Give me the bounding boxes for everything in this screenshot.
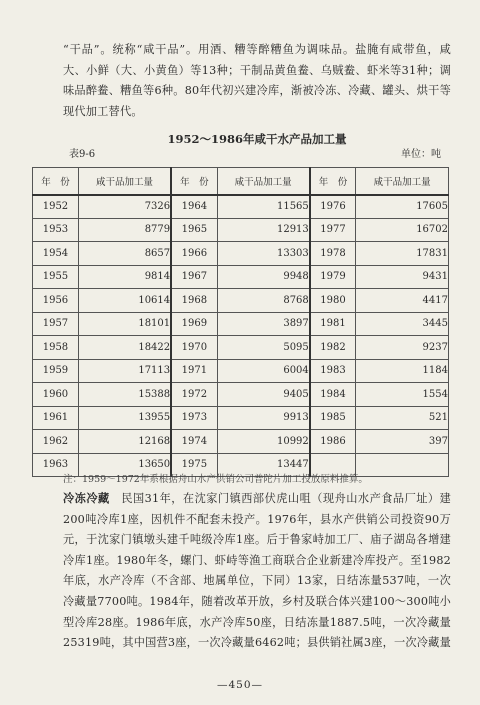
volume-cell: 17605 [356,195,449,219]
table-row [33,336,449,360]
volume-cell: 5095 [217,336,310,360]
volume-cell: 13955 [78,406,171,430]
table-caption [63,131,451,160]
year-cell: 1979 [310,265,356,289]
year-cell: 1959 [33,359,79,383]
table-row [33,406,449,430]
year-cell: 1961 [33,406,79,430]
volume-cell: 17831 [356,242,449,266]
volume-cell: 9814 [78,265,171,289]
table-note: 注：1959～1972年系根据舟山水产供销公司普陀片加工投放原料推算。 [63,474,368,485]
header-volume-1: 咸干品加工量 [78,168,171,195]
volume-cell: 12168 [78,430,171,454]
header-volume-3: 咸干品加工量 [356,168,449,195]
table-number: 表9-6 [69,149,96,160]
volume-cell: 9431 [356,265,449,289]
cold-storage-paragraph [63,488,451,654]
volume-cell: 8768 [217,289,310,313]
volume-cell: 9405 [217,383,310,407]
year-cell: 1978 [310,242,356,266]
year-cell: 1970 [171,336,217,360]
volume-cell: 17113 [78,359,171,383]
table-unit: 单位：吨 [401,149,441,160]
year-cell: 1952 [33,195,79,219]
table-row [33,242,449,266]
year-cell: 1980 [310,289,356,313]
header-volume-2: 咸干品加工量 [217,168,310,195]
table-row [33,218,449,242]
intro-paragraph: “干品”。统称“咸干品”。用酒、糟等醉糟鱼为调味品。盐腌有咸带鱼，咸大、小鲜（大、小黄鱼）等13种；干制品黄鱼鲞、乌贼鲞、虾米等31种；调味品醉鲞、糟鱼等6种。80年代初兴建冷库，渐被冷冻、冷藏、罐头、烘干等现代加工替代。 [63,43,451,118]
year-cell: 1960 [33,383,79,407]
year-cell: 1964 [171,195,217,219]
volume-cell: 10992 [217,430,310,454]
volume-cell: 13650 [78,453,171,477]
table-row [33,289,449,313]
volume-cell: 13303 [217,242,310,266]
year-cell: 1973 [171,406,217,430]
volume-cell: 9913 [217,406,310,430]
volume-cell: 18422 [78,336,171,360]
volume-cell: 6004 [217,359,310,383]
table-row [33,359,449,383]
year-cell: 1982 [310,336,356,360]
volume-cell: 9237 [356,336,449,360]
volume-cell: 4417 [356,289,449,313]
volume-cell: 3445 [356,312,449,336]
volume-cell: 7326 [78,195,171,219]
volume-cell: 1184 [356,359,449,383]
year-cell: 1971 [171,359,217,383]
year-cell: 1975 [171,453,217,477]
volume-cell: 16702 [356,218,449,242]
volume-cell: 3897 [217,312,310,336]
processing-volume-table [32,167,449,477]
year-cell: 1985 [310,406,356,430]
volume-cell: 11565 [217,195,310,219]
year-cell: 1966 [171,242,217,266]
table-row [33,312,449,336]
year-cell: 1972 [171,383,217,407]
volume-cell: 1554 [356,383,449,407]
volume-cell: 9948 [217,265,310,289]
table-row [33,265,449,289]
year-cell: 1954 [33,242,79,266]
year-cell: 1955 [33,265,79,289]
year-cell: 1962 [33,430,79,454]
table-header-row [33,168,449,195]
header-year-3: 年 份 [310,168,356,195]
year-cell: 1976 [310,195,356,219]
table-title: 1952～1986年咸干水产品加工量 [167,132,347,146]
volume-cell: 15388 [78,383,171,407]
volume-cell: 18101 [78,312,171,336]
volume-cell: 8779 [78,218,171,242]
volume-cell: 521 [356,406,449,430]
header-year-2: 年 份 [171,168,217,195]
table-row [33,383,449,407]
volume-cell: 8657 [78,242,171,266]
year-cell: 1974 [171,430,217,454]
cold-storage-text: 民国31年，在沈家门镇西部伏虎山咀（现舟山水产食品厂址）建200吨冷库1座，因机件不配套未投产。1976年，县水产供销公司投资90万元，于沈家门镇墩头建千吨级冷库1座。后于鲁家峙加工厂、庙子湖岛各增建冷库1座。1980年冬，螺门、虾峙等渔工商联合企业新建冷库投产。至1982年底，水产冷库（不含部、地属单位，下同）13家，日结冻量537吨，一次冷藏量7700吨。1984年，随着改革开放，乡村及联合体兴建100～300吨小型冷库28座。1986年底，水产冷库50座，日结冻量1887.5吨，一次冷藏量25319吨，其中国营3座，一次冷藏量6462吨；县供销社属3座，一次冷藏量 [63,492,451,650]
year-cell: 1953 [33,218,79,242]
year-cell: 1965 [171,218,217,242]
year-cell: 1958 [33,336,79,360]
year-cell: 1981 [310,312,356,336]
year-cell: 1956 [33,289,79,313]
header-year-1: 年 份 [33,168,79,195]
year-cell: 1963 [33,453,79,477]
volume-cell: 13447 [217,453,310,477]
year-cell: 1968 [171,289,217,313]
table-row [33,195,449,219]
year-cell: 1977 [310,218,356,242]
volume-cell: 397 [356,430,449,454]
page-number: —450— [216,679,264,691]
volume-cell: 10614 [78,289,171,313]
year-cell: 1957 [33,312,79,336]
year-cell: 1986 [310,430,356,454]
year-cell: 1983 [310,359,356,383]
year-cell: 1967 [171,265,217,289]
section-heading: 冷冻冷藏 [63,491,110,505]
year-cell: 1969 [171,312,217,336]
table-row [33,430,449,454]
volume-cell: 12913 [217,218,310,242]
year-cell: 1984 [310,383,356,407]
